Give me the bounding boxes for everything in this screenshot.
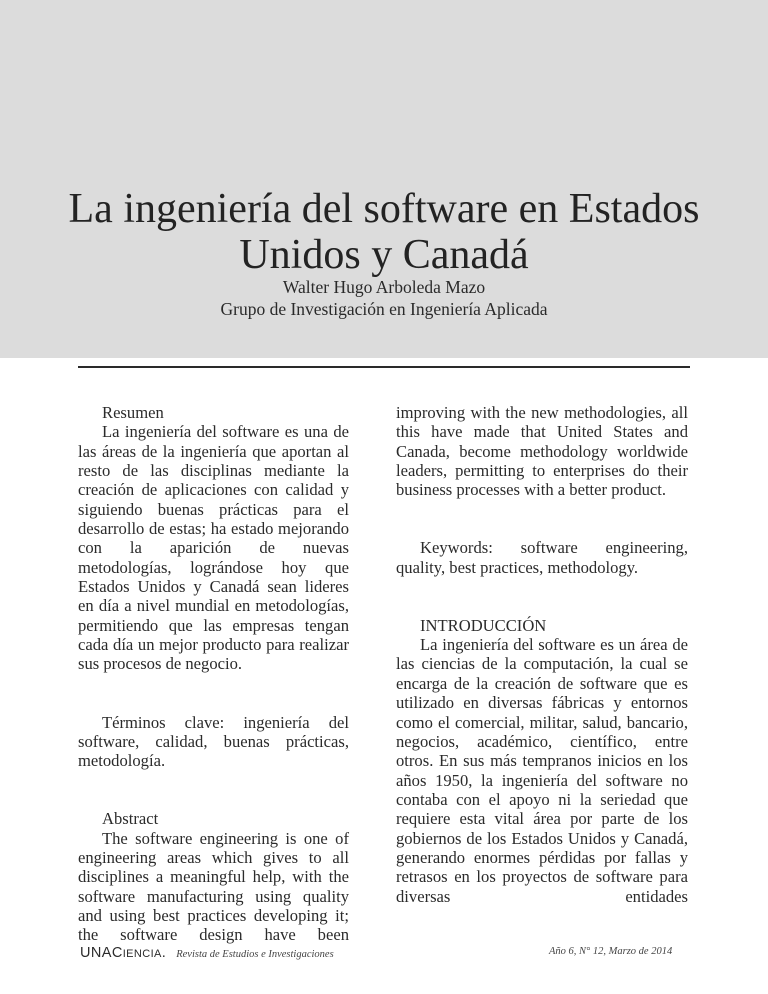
- abstract-heading: Abstract: [102, 809, 159, 829]
- keywords: Keywords: software engineering, quality, best practices, methodology.: [396, 538, 688, 577]
- journal-footer: [80, 944, 334, 962]
- title-line-1: La ingeniería del software en Estados: [68, 186, 700, 232]
- abstract-text: The software engineering is one of engineering areas which gives to all disciplines a meaningful help, with the software manufacturing using quality and using best practices developing it; the software design have been: [78, 828, 349, 945]
- article-title: [0, 186, 768, 278]
- author-affiliation: Grupo de Investigación en Ingeniería Aplicada: [220, 299, 548, 319]
- title-header-band: [0, 0, 768, 358]
- introduction-text: La ingeniería del software es un área de las ciencias de la computación, la cual se encarga de la creación de software que es utilizado en diversas fábricas y entornos como el comercial, militar, salud, bancario, negocios, académico, científico, entre otros. En sus más tempranos inicios en los años 1950, la ingeniería del software no contaba con el apoyo ni la seriedad que requiere esta vital área por parte de los gobiernos de los Estados Unidos y Canadá, generando enormes pérdidas por fallas y retrasos en los proyectos de software para diversas entidades: [396, 635, 688, 906]
- right-column: [396, 403, 688, 906]
- header-divider: [78, 366, 690, 368]
- terminos-clave: Términos clave: ingeniería del software, calidad, buenas prácticas, metodología.: [78, 712, 349, 771]
- title-line-2: Unidos y Canadá: [239, 232, 529, 278]
- issue-info: Año 6, N° 12, Marzo de 2014: [549, 946, 673, 957]
- author-name: Walter Hugo Arboleda Mazo: [282, 277, 486, 297]
- introduction-heading: INTRODUCCIÓN: [420, 615, 547, 635]
- left-column: [78, 403, 349, 945]
- abstract-continued: improving with the new methodologies, all this have made that United States and Canada, become methodology worldwide leaders, permitting to enterprises do their business processes with a better product.: [396, 403, 688, 500]
- journal-name: Revista de Estudios e Investigaciones: [176, 949, 334, 960]
- resumen-heading: Resumen: [102, 403, 164, 422]
- journal-logo: UNACIENCIA.: [80, 945, 167, 961]
- resumen-text: La ingeniería del software es una de las áreas de la ingeniería que aportan al resto de las disciplinas mediante la creación de aplicaciones con calidad y siguiendo buenas prácticas para el desarrollo de estas; ha estado mejorando con la aparición de nuevas metodologías, lográndose hoy que Estados Unidos y Canadá sean lideres en día a nivel mundial en metodologías, permitiendo que las empresas tengan cada día un mejor producto para realizar sus procesos de negocio.: [78, 422, 349, 674]
